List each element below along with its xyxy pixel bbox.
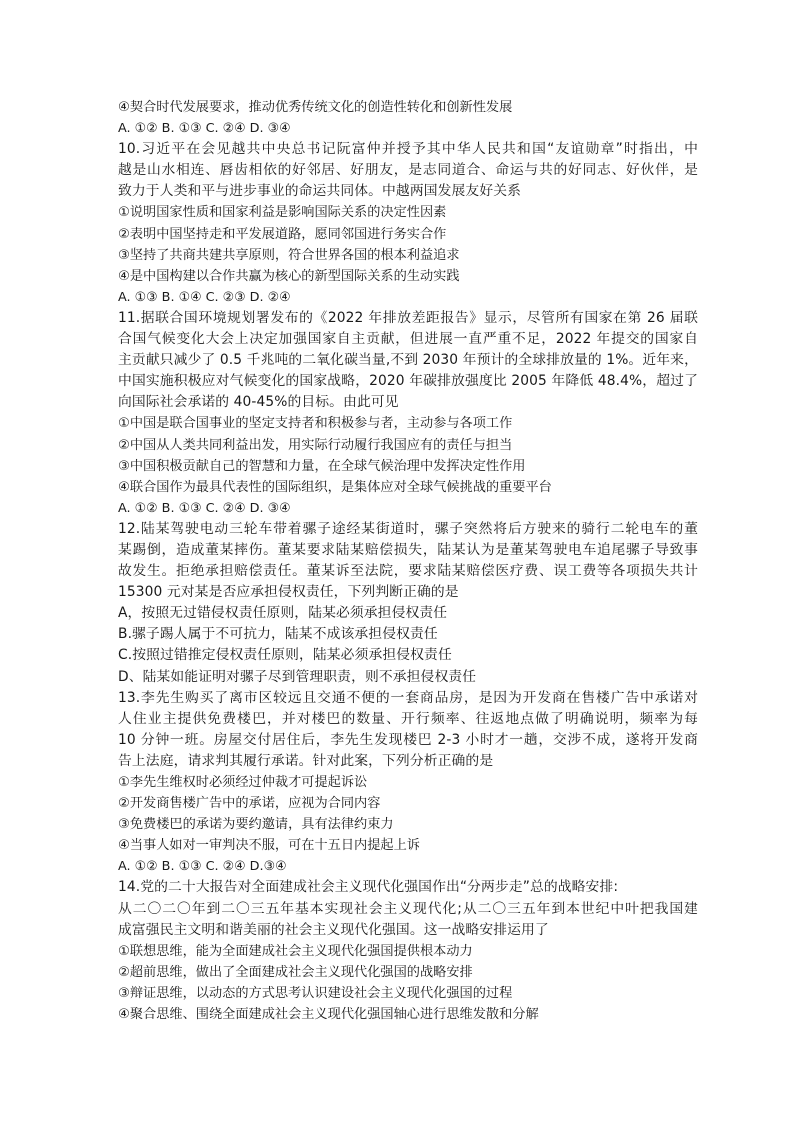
statement-line: ③坚持了共商共建共享原则，符合世界各国的根本利益追求 xyxy=(118,247,460,263)
question-text-line: 成富强民主文明和谐美丽的社会主义现代化强国。这一战略安排运用了 xyxy=(118,921,549,938)
statement-line: ②开发商售楼广告中的承诺，应视为合同内容 xyxy=(118,796,381,812)
question-text-line: 某踢倒，造成董某摔伤。董某要求陆某赔偿损失，陆某认为是董某驾驶电车追尾骡子导致事 xyxy=(118,541,698,558)
statement-line: ③免费楼巴的承诺为要约邀请，具有法律约束力 xyxy=(118,817,394,833)
statement-line: ②超前思维，做出了全面建成社会主义现代化强国的战略安排 xyxy=(118,964,473,980)
question-text-line: 向国际社会承诺的 40-45%的目标。由此可见 xyxy=(118,394,399,411)
statement-line: ④聚合思维、围绕全面建成社会主义现代化强国轴心进行思维发散和分解 xyxy=(118,1007,539,1023)
question-text-line: 14.党的二十大报告对全面建成社会主义现代化强国作出“分两步走”总的战略安排: xyxy=(118,879,619,896)
answer-options-line: A. ①② B. ①③ C. ②④ D. ③④ xyxy=(118,500,291,516)
statement-line: ④是中国构建以合作共赢为核心的新型国际关系的生动实践 xyxy=(118,268,460,284)
answer-options-line: A. ①② B. ①③ C. ②④ D.③④ xyxy=(118,859,287,875)
question-text-line: D、陆某如能证明对骡子尽到管理职责，则不承担侵权责任 xyxy=(118,668,477,685)
statement-line: ②中国从人类共同利益出发，用实际行动履行我国应有的责任与担当 xyxy=(118,437,513,453)
question-text-line: 12.陆某驾驶电动三轮车带着骡子途经某街道时，骡子突然将后方驶来的骑行二轮电车的董 xyxy=(118,520,698,537)
question-text-line: C.按照过错推定侵权责任原则，陆某必须承担侵权责任 xyxy=(118,647,452,664)
question-text-line: A，按照无过错侵权责任原则，陆某必须承担侵权责任 xyxy=(118,605,448,622)
question-text-line: 主贡献只减少了 0.5 千兆吨的二氧化碳当量,不到 2030 年预计的全球排放量的 1%。近年来， xyxy=(118,352,698,369)
statement-line: ②表明中国坚持走和平发展道路，愿同邻国进行务实合作 xyxy=(118,226,447,242)
answer-options-line: A. ①② B. ①③ C. ②④ D. ③④ xyxy=(118,121,291,137)
question-text-line: 人住业主提供免费楼巴，并对楼巴的数量、开行频率、往返地点做了明确说明，频率为每 xyxy=(118,710,698,727)
question-text-line: 10 分钟一班。房屋交付居住后，李先生发现楼巴 2-3 小时才一趟，交涉不成，遂将开发商 xyxy=(118,731,698,748)
question-text-line: 15300 元对某是否应承担侵权责任，下列判断正确的是 xyxy=(118,584,459,601)
statement-line: ④联合国作为最具代表性的国际组织，是集体应对全球气候挑战的重要平台 xyxy=(118,479,552,495)
question-text-line: 合国气候变化大会上决定加强国家自主贡献，但进展一直严重不足，2022 年提交的国家自 xyxy=(118,331,698,348)
question-text-line: 11.据联合国环境规划署发布的《2022 年排放差距报告》显示，尽管所有国家在第 26 届联 xyxy=(118,309,698,326)
answer-options-line: A. ①③ B. ①④ C. ②③ D. ②④ xyxy=(118,289,291,305)
question-text-line: 故发生。拒绝承担赔偿责任。董某诉至法院，要求陆某赔偿医疗费、误工费等各项损失共计 xyxy=(118,563,698,580)
question-text-line: 中国实施积极应对气候变化的国家战略，2020 年碳排放强度比 2005 年降低 48.4%，超过了 xyxy=(118,373,698,390)
question-text-line: 13.李先生购买了离市区较远且交通不便的一套商品房，是因为开发商在售楼广告中承诺对 xyxy=(118,689,698,706)
question-text-line: 致力于人类和平与进步事业的命运共同体。中越两国发展友好关系 xyxy=(118,183,522,200)
statement-line: ④当事人如对一审判决不服，可在十五日内提起上诉 xyxy=(118,838,420,854)
statement-line: ①联想思维，能为全面建成社会主义现代化强国提供根本动力 xyxy=(118,943,473,959)
question-text-line: 从二〇二〇年到二〇三五年基本实现社会主义现代化;从二〇三五年到本世纪中叶把我国建 xyxy=(118,900,698,917)
question-text-line: B.骡子踢人属于不可抗力，陆某不成该承担侵权责任 xyxy=(118,626,438,643)
statement-line: ①说明国家性质和国家利益是影响国际关系的决定性因素 xyxy=(118,205,447,221)
question-text-line: 告上法庭，请求判其履行承诺。针对此案，下列分析正确的是 xyxy=(118,752,494,769)
statement-line: ④契合时代发展要求，推动优秀传统文化的创造性转化和创新性发展 xyxy=(118,100,513,115)
statement-line: ③中国积极贡献自己的智慧和力量，在全球气候治理中发挥决定性作用 xyxy=(118,458,526,474)
question-text-line: 10.习近平在会见越共中央总书记阮富仲并授予其中华人民共和国“友谊勋章”时指出，中 xyxy=(118,141,698,158)
question-text-line: 越是山水相连、唇齿相依的好邻居、好朋友，是志同道合、命运与共的好同志、好伙伴，是 xyxy=(118,162,698,179)
statement-line: ①中国是联合国事业的坚定支持者和积极参与者，主动参与各项工作 xyxy=(118,416,513,432)
statement-line: ③辩证思维，以动态的方式思考认识建设社会主义现代化强国的过程 xyxy=(118,985,513,1001)
statement-line: ①李先生维权时必须经过仲裁才可提起诉讼 xyxy=(118,775,368,790)
